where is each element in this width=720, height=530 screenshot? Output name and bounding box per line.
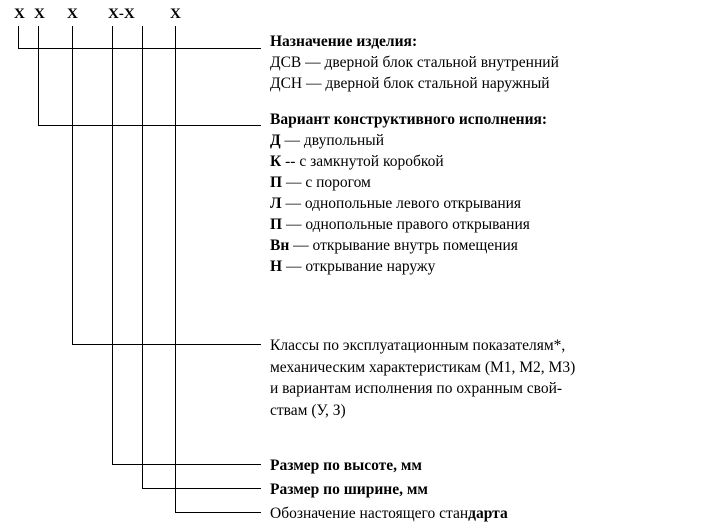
section-standard-text-normal: Обозначение настоящего стан	[270, 505, 469, 522]
leader-line-standard-horizontal	[175, 512, 261, 513]
section-variant-item	[270, 130, 547, 151]
leader-line-classes-vertical	[72, 26, 73, 344]
section-height	[270, 455, 422, 476]
section-width	[270, 479, 428, 500]
section-purpose-item	[270, 73, 559, 94]
section-variant-item	[270, 151, 547, 172]
leader-line-standard-vertical	[175, 26, 176, 512]
section-purpose-header: Назначение изделия:	[270, 33, 418, 50]
section-standard-text-bold: дарта	[468, 505, 508, 522]
section-variant-item-text: — однопольные правого открывания	[285, 216, 530, 233]
section-classes-line: и вариантам исполнения по охранным свой-	[270, 380, 563, 397]
section-variant-item	[270, 193, 547, 214]
leader-line-purpose-horizontal	[18, 48, 261, 49]
designation-code-row	[0, 2, 260, 28]
section-variant-header: Вариант конструктивного исполнения:	[270, 111, 548, 128]
code-char-4: X-X	[108, 6, 135, 22]
section-standard	[270, 503, 508, 524]
section-height-text: Размер по высоте, мм	[270, 457, 422, 474]
section-purpose-item-text: ДСВ — дверной блок стальной внутренний	[270, 54, 559, 71]
section-variant-item-text: — однопольные левого открывания	[285, 195, 522, 212]
section-classes	[270, 335, 700, 421]
section-variant-item	[270, 172, 547, 193]
code-char-2: X	[34, 6, 45, 22]
section-variant-item-text: — открывание внутрь помещения	[293, 237, 518, 254]
leader-line-height-horizontal	[112, 464, 261, 465]
section-classes-line: механическим характеристикам (М1, М2, М3)	[270, 358, 576, 376]
leader-line-variant-vertical	[38, 26, 39, 125]
section-purpose-item	[270, 52, 559, 73]
section-variant-item-key: Н	[270, 258, 283, 275]
section-variant-item-text: — с порогом	[285, 174, 371, 191]
section-variant-item-key: П	[270, 174, 283, 191]
leader-line-height-vertical	[112, 26, 113, 464]
section-variant-item-key: Л	[270, 195, 282, 212]
section-variant-item-key: К	[270, 153, 282, 170]
section-purpose-item-text: ДСН — дверной блок стальной наружный	[270, 75, 550, 92]
section-variant-item	[270, 256, 547, 277]
section-variant-item-text: — открывание наружу	[285, 258, 436, 275]
section-variant-item-key: Д	[270, 132, 281, 149]
section-purpose	[270, 31, 559, 94]
section-width-text: Размер по ширине, мм	[270, 481, 428, 498]
section-variant-item-text: -- с замкнутой коробкой	[285, 153, 444, 170]
leader-line-width-horizontal	[142, 488, 261, 489]
section-variant	[270, 109, 547, 277]
leader-line-width-vertical	[142, 26, 143, 488]
section-variant-item-text: — двупольный	[284, 132, 384, 149]
leader-line-classes-horizontal	[72, 344, 261, 345]
code-char-1: X	[14, 6, 25, 22]
leader-line-purpose-vertical	[18, 26, 19, 48]
section-classes-line: Классы по эксплуатационным показателям*,	[270, 337, 566, 354]
section-variant-item-key: Вн	[270, 237, 290, 254]
section-classes-line: ствам (У, З)	[270, 401, 346, 419]
section-variant-item-key: П	[270, 216, 283, 233]
section-variant-item	[270, 214, 547, 235]
code-char-5: X	[170, 6, 181, 22]
section-variant-item	[270, 235, 547, 256]
section-standard-line	[270, 503, 508, 524]
code-char-3: X	[67, 6, 78, 22]
